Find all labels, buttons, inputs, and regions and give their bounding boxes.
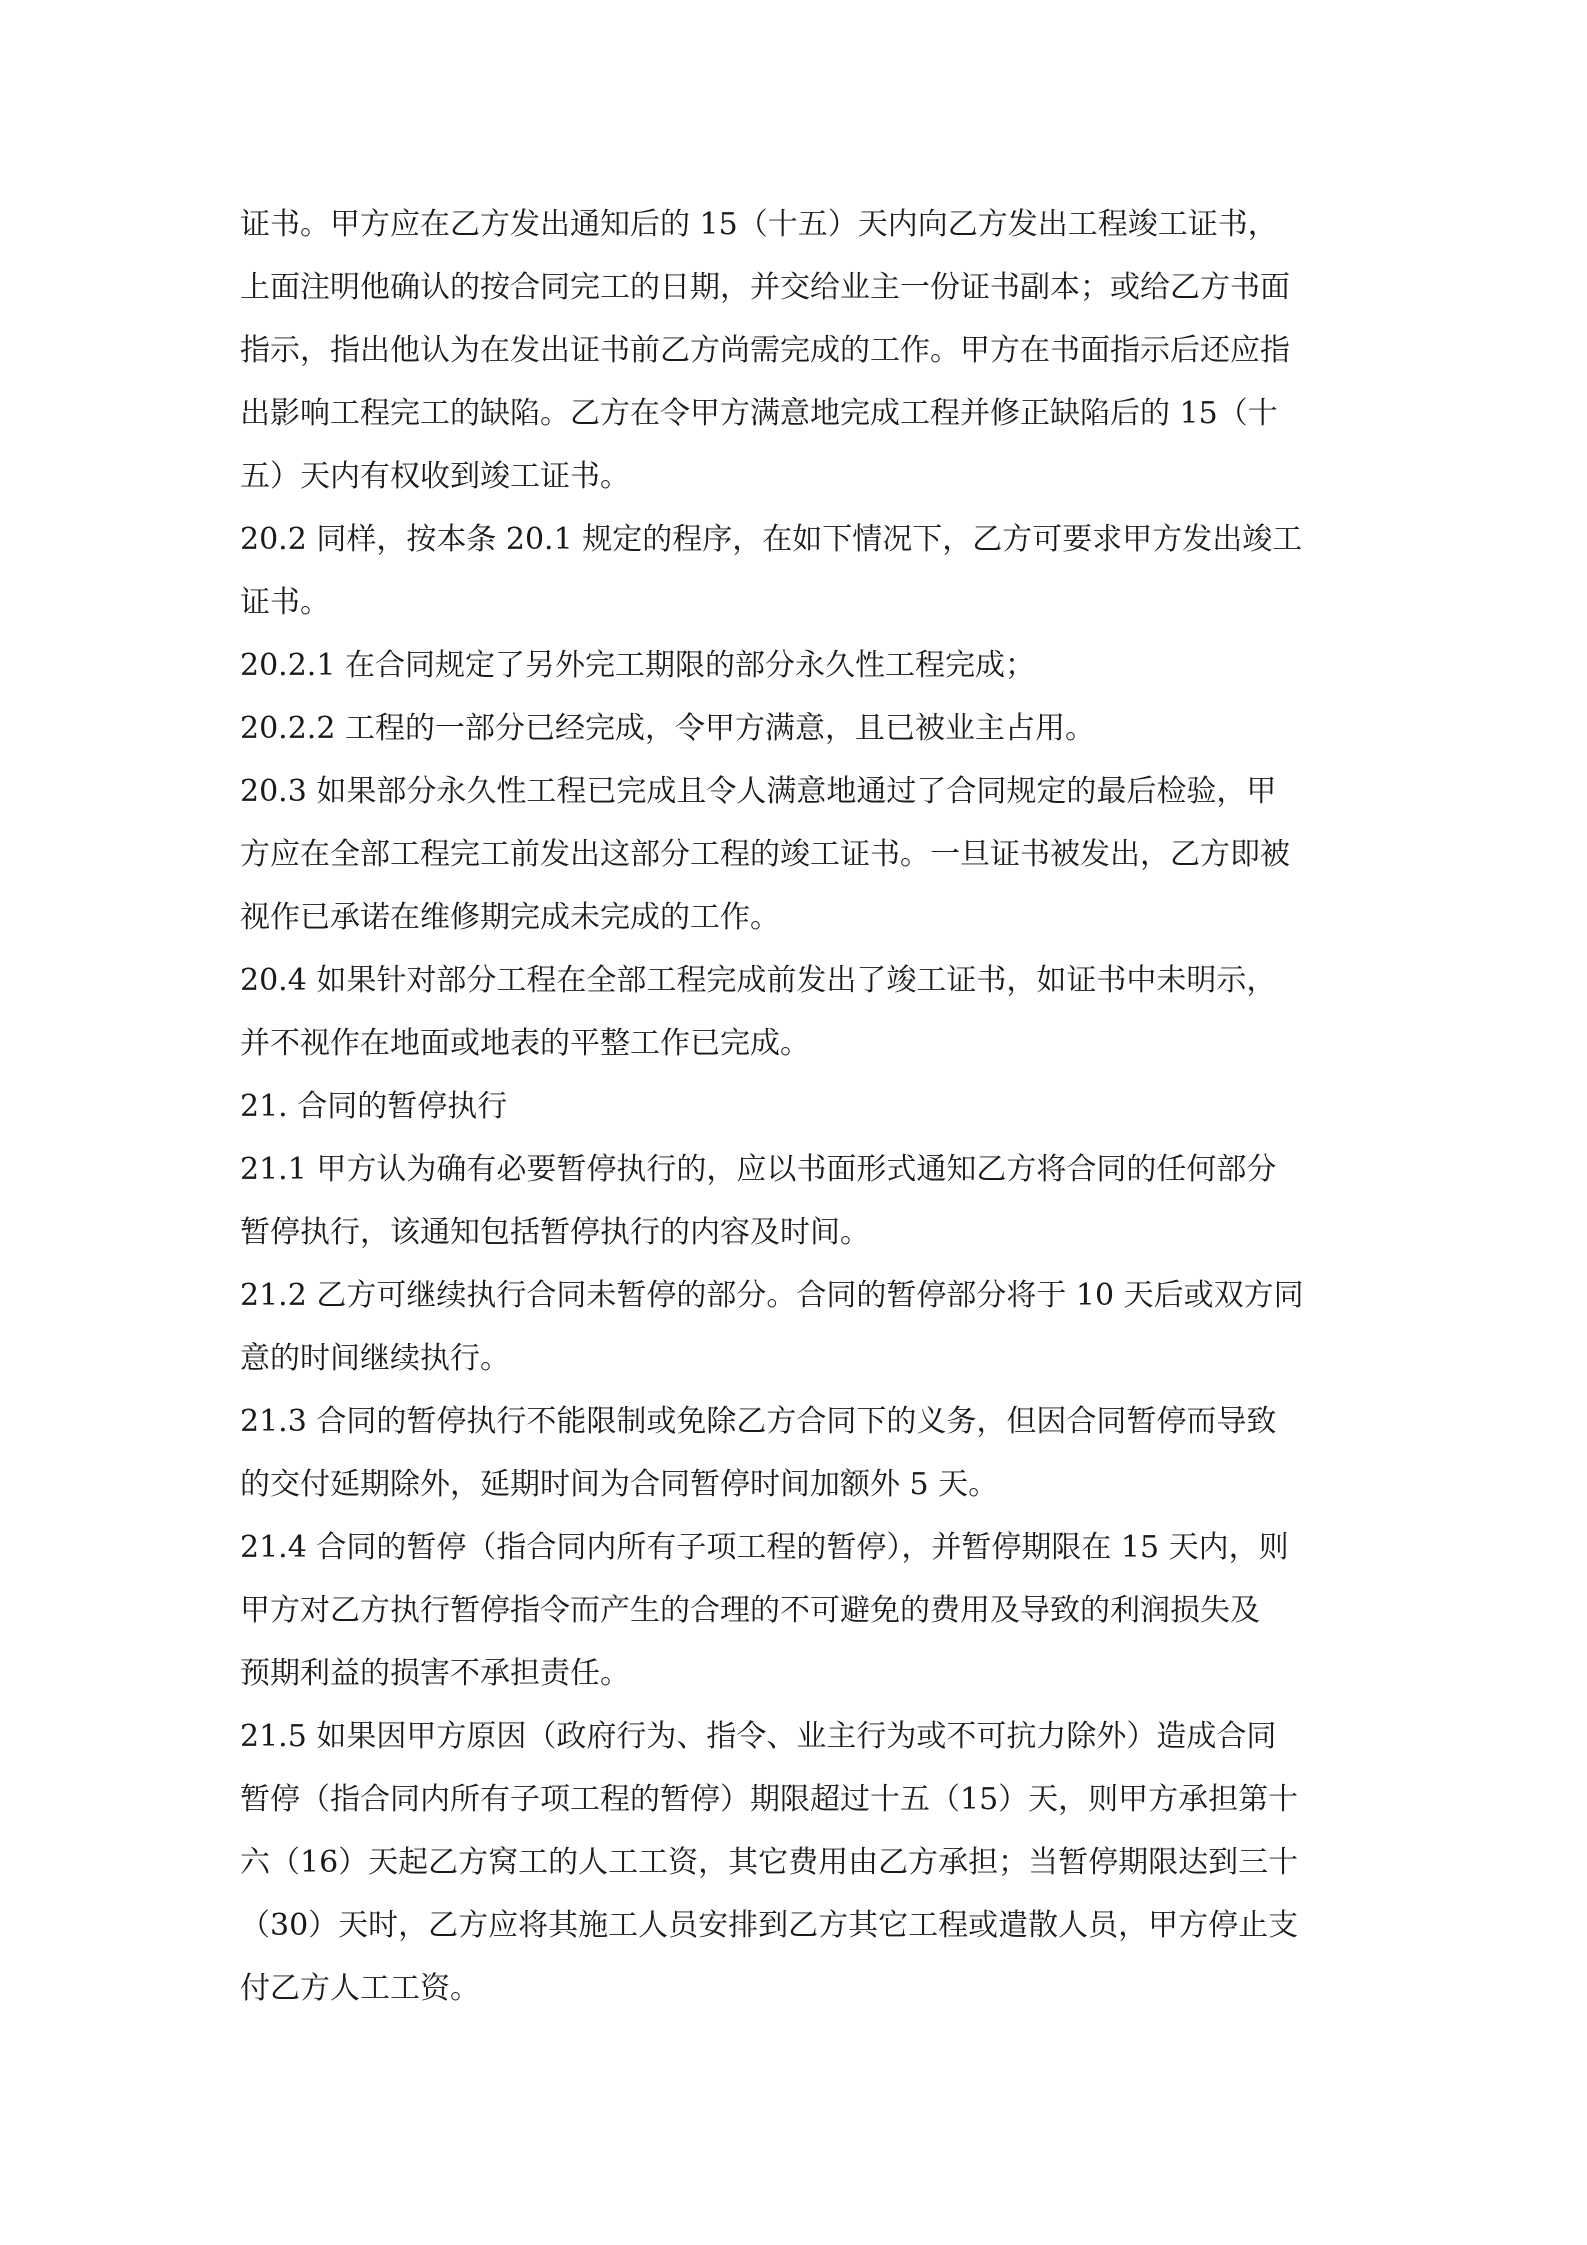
text-line: 视作已承诺在维修期完成未完成的工作。 bbox=[240, 900, 780, 935]
text-line: 并不视作在地面或地表的平整工作已完成。 bbox=[240, 1026, 810, 1061]
document-body bbox=[240, 193, 1355, 2020]
text-line: 出影响工程完工的缺陷。乙方在令甲方满意地完成工程并修正缺陷后的 15（十 bbox=[240, 396, 1278, 431]
text-line: 证书。 bbox=[240, 585, 330, 620]
clause-20-2-line: 20.2 同样，按本条 20.1 规定的程序，在如下情况下，乙方可要求甲方发出竣工 bbox=[240, 522, 1303, 557]
clause-20-2-2-line: 20.2.2 工程的一部分已经完成，令甲方满意，且已被业主占用。 bbox=[240, 711, 1095, 746]
text-line: 上面注明他确认的按合同完工的日期，并交给业主一份证书副本；或给乙方书面 bbox=[240, 270, 1290, 305]
text-line: 六（16）天起乙方窝工的人工工资，其它费用由乙方承担；当暂停期限达到三十 bbox=[240, 1845, 1299, 1880]
text-line: 五）天内有权收到竣工证书。 bbox=[240, 459, 630, 494]
clause-20-3-line: 20.3 如果部分永久性工程已完成且令人满意地通过了合同规定的最后检验，甲 bbox=[240, 774, 1277, 809]
section-21-heading: 21. 合同的暂停执行 bbox=[240, 1089, 508, 1124]
clause-21-1-line: 21.1 甲方认为确有必要暂停执行的，应以书面形式通知乙方将合同的任何部分 bbox=[240, 1152, 1277, 1187]
text-line: 证书。甲方应在乙方发出通知后的 15（十五）天内向乙方发出工程竣工证书， bbox=[240, 207, 1278, 242]
text-line: 付乙方人工工资。 bbox=[240, 1971, 480, 2006]
text-line: 甲方对乙方执行暂停指令而产生的合理的不可避免的费用及导致的利润损失及 bbox=[240, 1593, 1260, 1628]
text-line: 暂停执行，该通知包括暂停执行的内容及时间。 bbox=[240, 1215, 870, 1250]
text-line: 指示，指出他认为在发出证书前乙方尚需完成的工作。甲方在书面指示后还应指 bbox=[240, 333, 1290, 368]
text-line: 预期利益的损害不承担责任。 bbox=[240, 1656, 630, 1691]
clause-21-3-line: 21.3 合同的暂停执行不能限制或免除乙方合同下的义务，但因合同暂停而导致 bbox=[240, 1404, 1277, 1439]
text-line: 的交付延期除外，延期时间为合同暂停时间加额外 5 天。 bbox=[240, 1467, 999, 1502]
text-line: 意的时间继续执行。 bbox=[240, 1341, 510, 1376]
text-line: 方应在全部工程完工前发出这部分工程的竣工证书。一旦证书被发出，乙方即被 bbox=[240, 837, 1290, 872]
text-line: （30）天时，乙方应将其施工人员安排到乙方其它工程或遣散人员，甲方停止支 bbox=[240, 1908, 1299, 1943]
text-line: 暂停（指合同内所有子项工程的暂停）期限超过十五（15）天，则甲方承担第十 bbox=[240, 1782, 1299, 1817]
clause-21-4-line: 21.4 合同的暂停（指合同内所有子项工程的暂停），并暂停期限在 15 天内，则 bbox=[240, 1530, 1289, 1565]
clause-21-2-line: 21.2 乙方可继续执行合同未暂停的部分。合同的暂停部分将于 10 天后或双方同 bbox=[240, 1278, 1304, 1313]
clause-20-2-1-line: 20.2.1 在合同规定了另外完工期限的部分永久性工程完成； bbox=[240, 648, 1035, 683]
clause-21-5-line: 21.5 如果因甲方原因（政府行为、指令、业主行为或不可抗力除外）造成合同 bbox=[240, 1719, 1277, 1754]
clause-20-4-line: 20.4 如果针对部分工程在全部工程完成前发出了竣工证书，如证书中未明示， bbox=[240, 963, 1277, 998]
